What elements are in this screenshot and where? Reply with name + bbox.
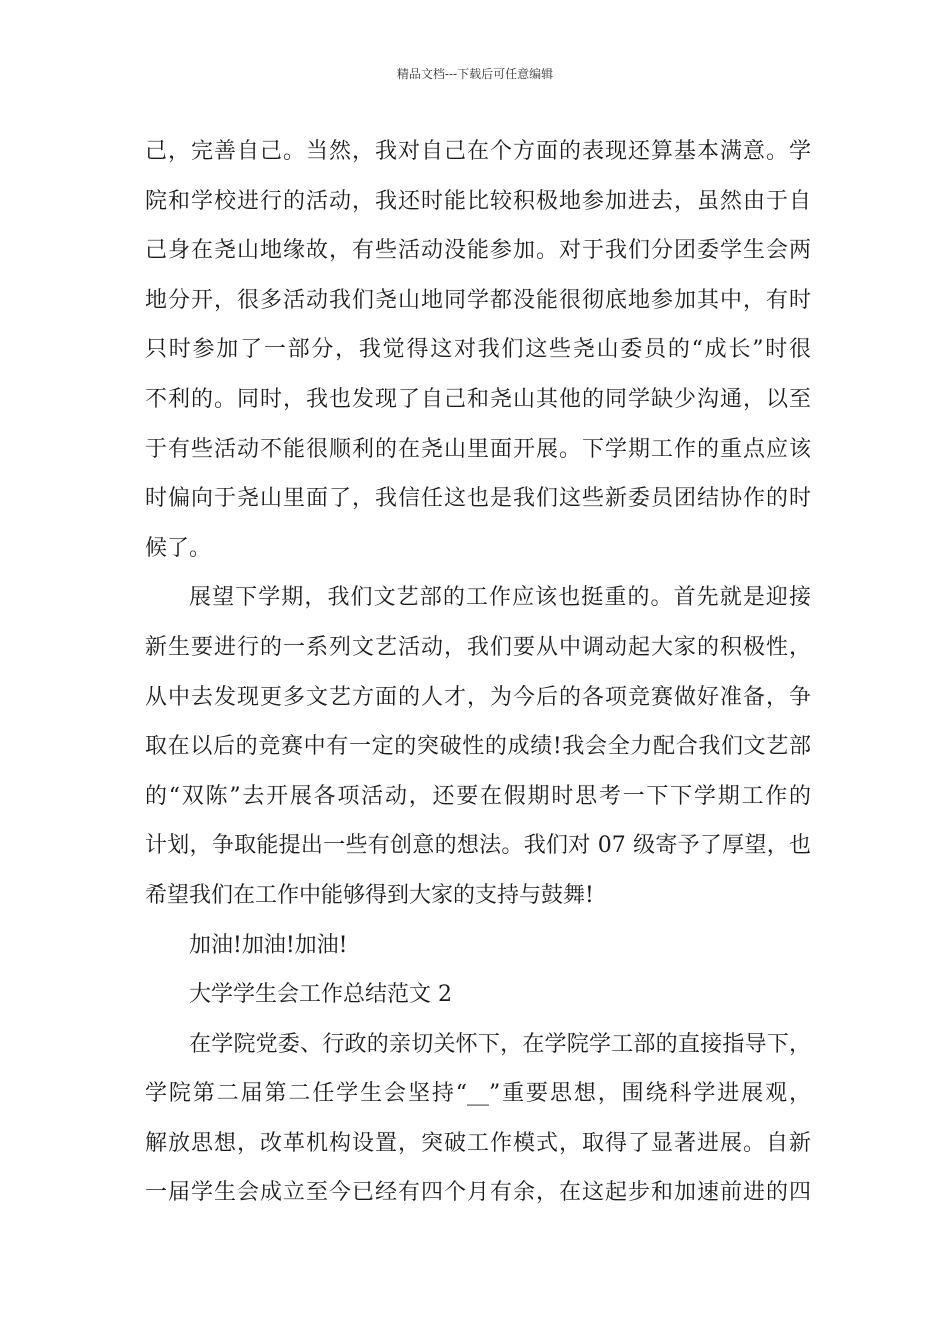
text-line: 只时参加了一部分，我觉得这对我们这些尧山委员的“成长”时很 [145,337,811,363]
text-line: 计划，争取能提出一些有创意的想法。我们对 07 级寄予了厚望，也 [145,833,811,859]
text-line: 不利的。同时，我也发现了自己和尧山其他的同学缺少沟通，以至 [145,386,811,412]
text-line: 院和学校进行的活动，我还时能比较积极地参加进去，虽然由于自 [145,188,811,214]
section-heading: 大学学生会工作总结范文 2 [189,982,452,1008]
page-header: 精品文档---下载后可任意编辑 [396,67,554,81]
text-line: 希望我们在工作中能够得到大家的支持与鼓舞! [145,882,594,908]
text-line: 加油!加油!加油! [189,932,348,958]
text-line: 己身在尧山地缘故，有些活动没能参加。对于我们分团委学生会两 [145,238,811,264]
text-line: 地分开，很多活动我们尧山地同学都没能很彻底地参加其中，有时 [145,287,811,313]
text-line: 学院第二届第二任学生会坚持“__”重要思想，围绕科学进展观， [145,1081,811,1107]
text-line: 解放思想，改革机构设置，突破工作模式，取得了显著进展。自新 [145,1130,811,1156]
text-line: 从中去发现更多文艺方面的人才，为今后的各项竞赛做好准备，争 [145,684,811,710]
text-line: 一届学生会成立至今已经有四个月有余，在这起步和加速前进的四 [145,1180,811,1206]
text-line: 候了。 [145,535,212,561]
text-line: 己，完善自己。当然，我对自己在个方面的表现还算基本满意。学 [145,139,811,164]
text-line: 新生要进行的一系列文艺活动，我们要从中调动起大家的积极性， [145,634,811,660]
text-line: 在学院党委、行政的亲切关怀下，在学院学工部的直接指导下， [189,1031,811,1057]
text-line: 时偏向于尧山里面了，我信任这也是我们这些新委员团结协作的时 [145,486,811,512]
text-line: 展望下学期，我们文艺部的工作应该也挺重的。首先就是迎接 [189,585,811,611]
text-line: 取在以后的竞赛中有一定的突破性的成绩!我会全力配合我们文艺部 [145,734,811,760]
text-line: 于有些活动不能很顺利的在尧山里面开展。下学期工作的重点应该 [145,436,811,462]
text-line: 的“双陈”去开展各项活动，还要在假期时思考一下下学期工作的 [145,783,811,809]
document-body [145,132,811,1223]
